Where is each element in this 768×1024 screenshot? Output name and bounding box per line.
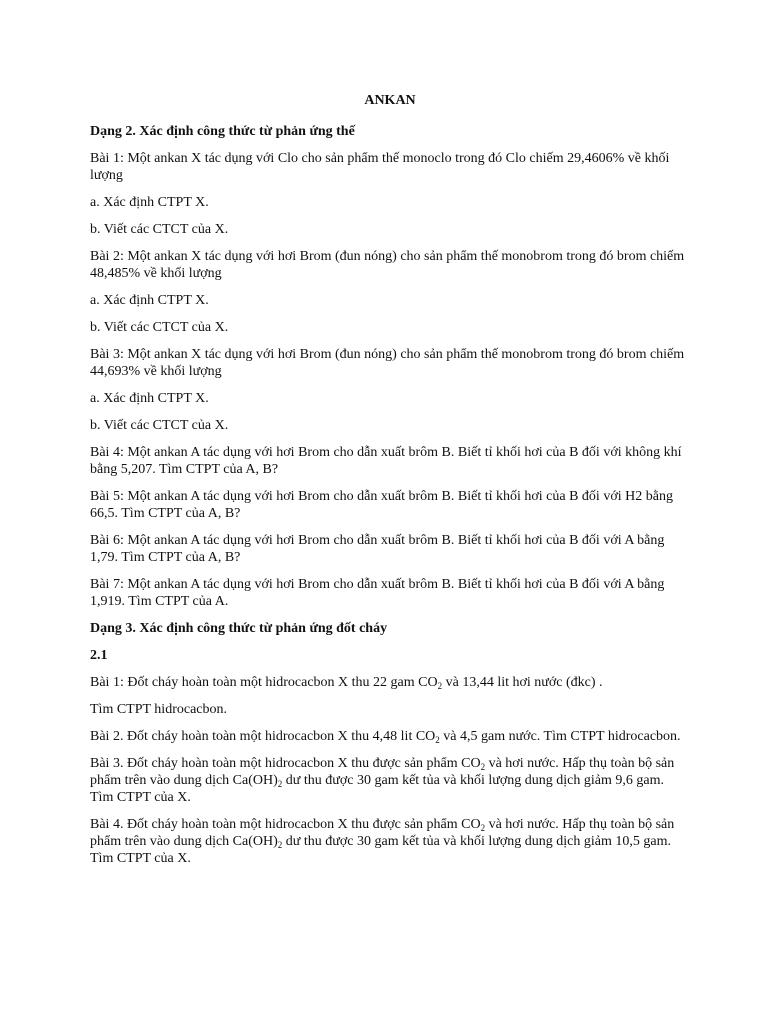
exercise-2-6: Bài 6: Một ankan A tác dụng với hơi Brom cho dẫn xuất brôm B. Biết tỉ khối hơi của B đối với A bằng 1,79. Tìm CTPT của A, B? <box>90 533 665 565</box>
exercise-2-1-part-b: b. Viết các CTCT của X. <box>90 222 229 237</box>
exercise-2-3: Bài 3: Một ankan X tác dụng với hơi Brom (đun nóng) cho sản phẩm thế monobrom trong đó brom chiếm 44,693% về khối lượng <box>90 347 685 379</box>
exercise-2-7: Bài 7: Một ankan A tác dụng với hơi Brom cho dẫn xuất brôm B. Biết tỉ khối hơi của B đối với A bằng 1,919. Tìm CTPT của A. <box>90 577 665 609</box>
exercise-3-3: Bài 3. Đốt cháy hoàn toàn một hidrocacbon X thu được sản phẩm $CO_2$ và hơi nước. Hấp thụ toàn bộ sản phẩm trên vào dung dịch $Ca(OH)_2$ dư thu được 30 gam kết tủa và khối lượng dung dịch giảm 9,6 gam. Tìm CTPT của X. <box>90 756 675 805</box>
subsection-heading-2-1: 2.1 <box>90 648 108 663</box>
section-heading-dang-3: Dạng 3. Xác định công thức từ phản ứng đốt cháy <box>90 621 388 636</box>
document-body <box>90 92 690 877</box>
document-title: ANKAN <box>364 93 416 108</box>
exercise-2-1-part-a: a. Xác định CTPT X. <box>90 195 209 210</box>
exercise-3-1: Bài 1: Đốt cháy hoàn toàn một hidrocacbon X thu 22 gam $CO_2$ và 13,44 lit hơi nước (đkc) . <box>90 675 603 691</box>
exercise-3-4: Bài 4. Đốt cháy hoàn toàn một hidrocacbon X thu được sản phẩm $CO_2$ và hơi nước. Hấp thụ toàn bộ sản phẩm trên vào dung dịch $Ca(OH)_2$ dư thu được 30 gam kết tủa và khối lượng dung dịch giảm 10,5 gam. Tìm CTPT của X. <box>90 817 675 866</box>
exercise-2-3-part-b: b. Viết các CTCT của X. <box>90 418 229 433</box>
exercise-2-2-part-a: a. Xác định CTPT X. <box>90 293 209 308</box>
exercise-3-2: Bài 2. Đốt cháy hoàn toàn một hidrocacbon X thu 4,48 lit $CO_2$ và 4,5 gam nước. Tìm CTPT hidrocacbon. <box>90 729 681 745</box>
exercise-2-2: Bài 2: Một ankan X tác dụng với hơi Brom (đun nóng) cho sản phẩm thế monobrom trong đó brom chiếm 48,485% về khối lượng <box>90 249 685 281</box>
exercise-2-3-part-a: a. Xác định CTPT X. <box>90 391 209 406</box>
exercise-3-1-question: Tìm CTPT hidrocacbon. <box>90 702 227 717</box>
exercise-2-2-part-b: b. Viết các CTCT của X. <box>90 320 229 335</box>
exercise-2-5: Bài 5: Một ankan A tác dụng với hơi Brom cho dẫn xuất brôm B. Biết tỉ khối hơi của B đối với H2 bằng 66,5. Tìm CTPT của A, B? <box>90 489 673 521</box>
exercise-2-4: Bài 4: Một ankan A tác dụng với hơi Brom cho dẫn xuất brôm B. Biết tỉ khối hơi của B đối với không khí bằng 5,207. Tìm CTPT của A, B? <box>90 445 682 477</box>
section-heading-dang-2: Dạng 2. Xác định công thức từ phản ứng thế <box>90 124 355 139</box>
exercise-2-1: Bài 1: Một ankan X tác dụng với Clo cho sản phẩm thế monoclo trong đó Clo chiếm 29,4606% về khối lượng <box>90 151 670 183</box>
